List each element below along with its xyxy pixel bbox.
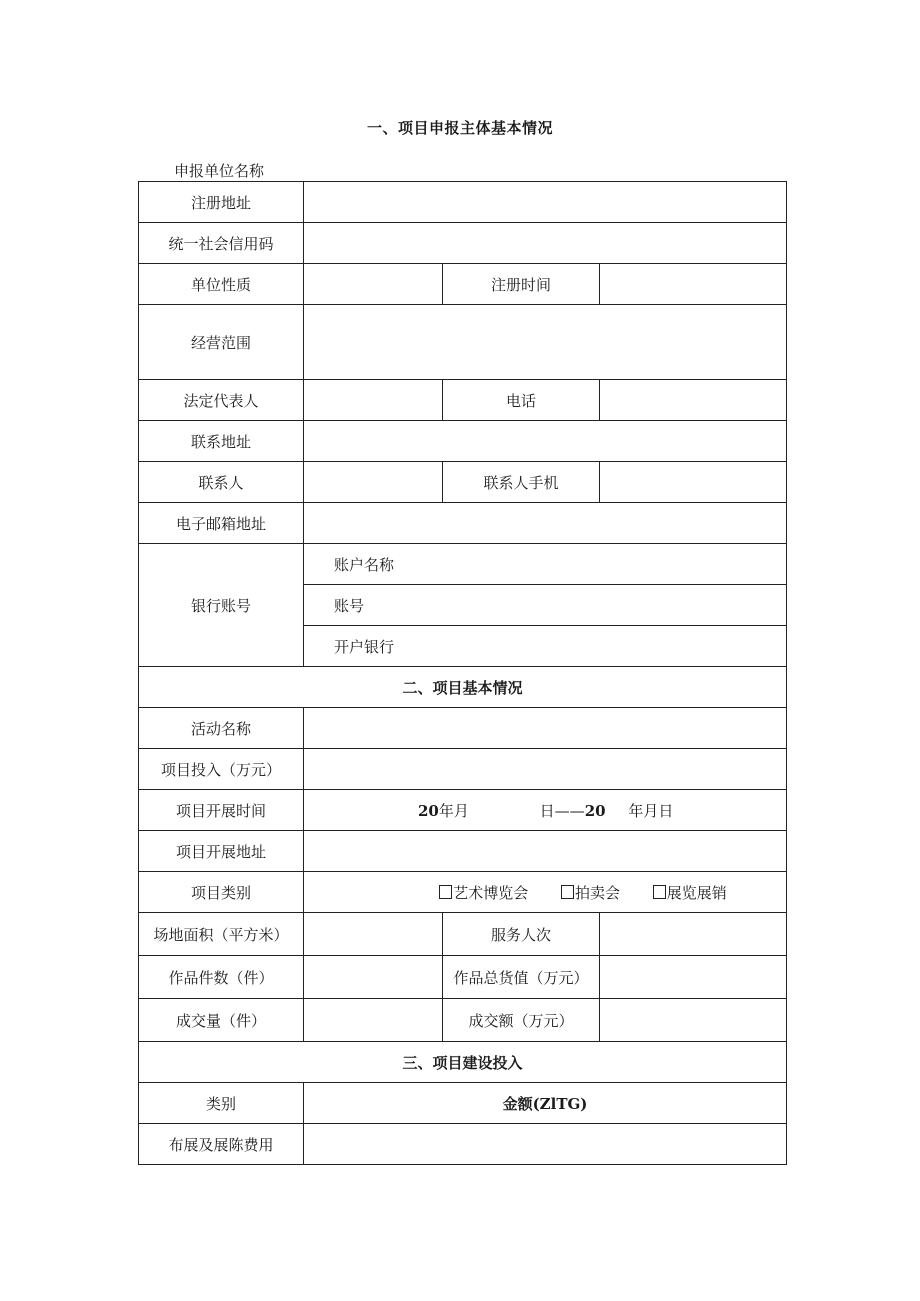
reg-address-field[interactable] <box>304 182 787 223</box>
table-row <box>139 1083 787 1124</box>
account-no-field[interactable]: 账号 <box>304 585 787 626</box>
contact-address-field[interactable] <box>304 421 787 462</box>
deal-amount-label: 成交额（万元） <box>443 999 600 1042</box>
account-name-field[interactable]: 账户名称 <box>304 544 787 585</box>
table-row <box>139 503 787 544</box>
section-heading-row <box>139 1042 787 1083</box>
table-row <box>139 264 787 305</box>
contact-mobile-label: 联系人手机 <box>443 462 600 503</box>
table-row <box>139 790 787 831</box>
location-label: 项目开展地址 <box>139 831 304 872</box>
venue-area-label: 场地面积（平方米） <box>139 913 304 956</box>
section-2-heading: 二、项目基本情况 <box>139 667 787 708</box>
email-label: 电子邮箱地址 <box>139 503 304 544</box>
category-option-label: 艺术博览会 <box>453 883 529 902</box>
works-count-field[interactable] <box>304 956 443 999</box>
phone-field[interactable] <box>600 380 787 421</box>
category-option-label: 展览展销 <box>666 883 727 902</box>
date-end-year: 20 <box>584 801 606 820</box>
table-row <box>139 956 787 999</box>
category-option[interactable] <box>561 882 620 903</box>
investment-field[interactable] <box>304 749 787 790</box>
table-row <box>139 708 787 749</box>
legal-rep-label: 法定代表人 <box>139 380 304 421</box>
business-scope-field[interactable] <box>304 305 787 380</box>
applicant-name-label: 申报单位名称 <box>174 162 265 180</box>
period-field[interactable] <box>304 790 787 831</box>
date-start-rest: 年月 <box>438 801 469 820</box>
table-row <box>139 223 787 264</box>
phone-label: 电话 <box>443 380 600 421</box>
legal-rep-field[interactable] <box>304 380 443 421</box>
unit-nature-label: 单位性质 <box>139 264 304 305</box>
date-separator: 日—— <box>539 801 585 820</box>
reg-time-label: 注册时间 <box>443 264 600 305</box>
investment-label: 项目投入（万元） <box>139 749 304 790</box>
bank-account-label: 银行账号 <box>139 544 304 667</box>
table-row <box>139 1124 787 1165</box>
category-option-label: 拍卖会 <box>574 883 620 902</box>
category-option[interactable] <box>653 882 727 903</box>
contact-person-field[interactable] <box>304 462 443 503</box>
deal-count-label: 成交量（件） <box>139 999 304 1042</box>
reg-time-field[interactable] <box>600 264 787 305</box>
visitors-field[interactable] <box>600 913 787 956</box>
table-row <box>139 462 787 503</box>
table-row <box>139 421 787 462</box>
date-end-rest: 年月日 <box>628 801 674 820</box>
category-header: 类别 <box>139 1083 304 1124</box>
application-form-table <box>138 181 787 1165</box>
table-row <box>139 872 787 913</box>
table-row <box>139 913 787 956</box>
unit-nature-field[interactable] <box>304 264 443 305</box>
exhibition-cost-label: 布展及展陈费用 <box>139 1124 304 1165</box>
table-row <box>139 380 787 421</box>
works-value-field[interactable] <box>600 956 787 999</box>
period-label: 项目开展时间 <box>139 790 304 831</box>
section-3-heading: 三、项目建设投入 <box>139 1042 787 1083</box>
category-options <box>304 872 787 913</box>
business-scope-label: 经营范围 <box>139 305 304 380</box>
credit-code-field[interactable] <box>304 223 787 264</box>
category-label: 项目类别 <box>139 872 304 913</box>
location-field[interactable] <box>304 831 787 872</box>
credit-code-label: 统一社会信用码 <box>139 223 304 264</box>
table-row <box>139 999 787 1042</box>
table-row <box>139 182 787 223</box>
table-row <box>139 831 787 872</box>
deal-count-field[interactable] <box>304 999 443 1042</box>
section-heading-row <box>139 667 787 708</box>
works-value-label: 作品总货值（万元） <box>443 956 600 999</box>
reg-address-label: 注册地址 <box>139 182 304 223</box>
activity-name-label: 活动名称 <box>139 708 304 749</box>
exhibition-cost-field[interactable] <box>304 1124 787 1165</box>
works-count-label: 作品件数（件） <box>139 956 304 999</box>
checkbox[interactable] <box>561 885 574 899</box>
checkbox[interactable] <box>653 885 666 899</box>
contact-person-label: 联系人 <box>139 462 304 503</box>
table-row <box>139 305 787 380</box>
visitors-label: 服务人次 <box>443 913 600 956</box>
date-start-year: 20 <box>418 801 439 820</box>
activity-name-field[interactable] <box>304 708 787 749</box>
table-row <box>139 544 787 585</box>
category-option[interactable] <box>439 882 528 903</box>
email-field[interactable] <box>304 503 787 544</box>
amount-header-text: 金额(ZlTG) <box>502 1094 588 1113</box>
opening-bank-field[interactable]: 开户银行 <box>304 626 787 667</box>
amount-header <box>304 1083 787 1124</box>
contact-mobile-field[interactable] <box>600 462 787 503</box>
table-row <box>139 749 787 790</box>
page-title: 一、项目申报主体基本情况 <box>366 119 553 137</box>
contact-address-label: 联系地址 <box>139 421 304 462</box>
venue-area-field[interactable] <box>304 913 443 956</box>
checkbox[interactable] <box>439 885 452 899</box>
deal-amount-field[interactable] <box>600 999 787 1042</box>
